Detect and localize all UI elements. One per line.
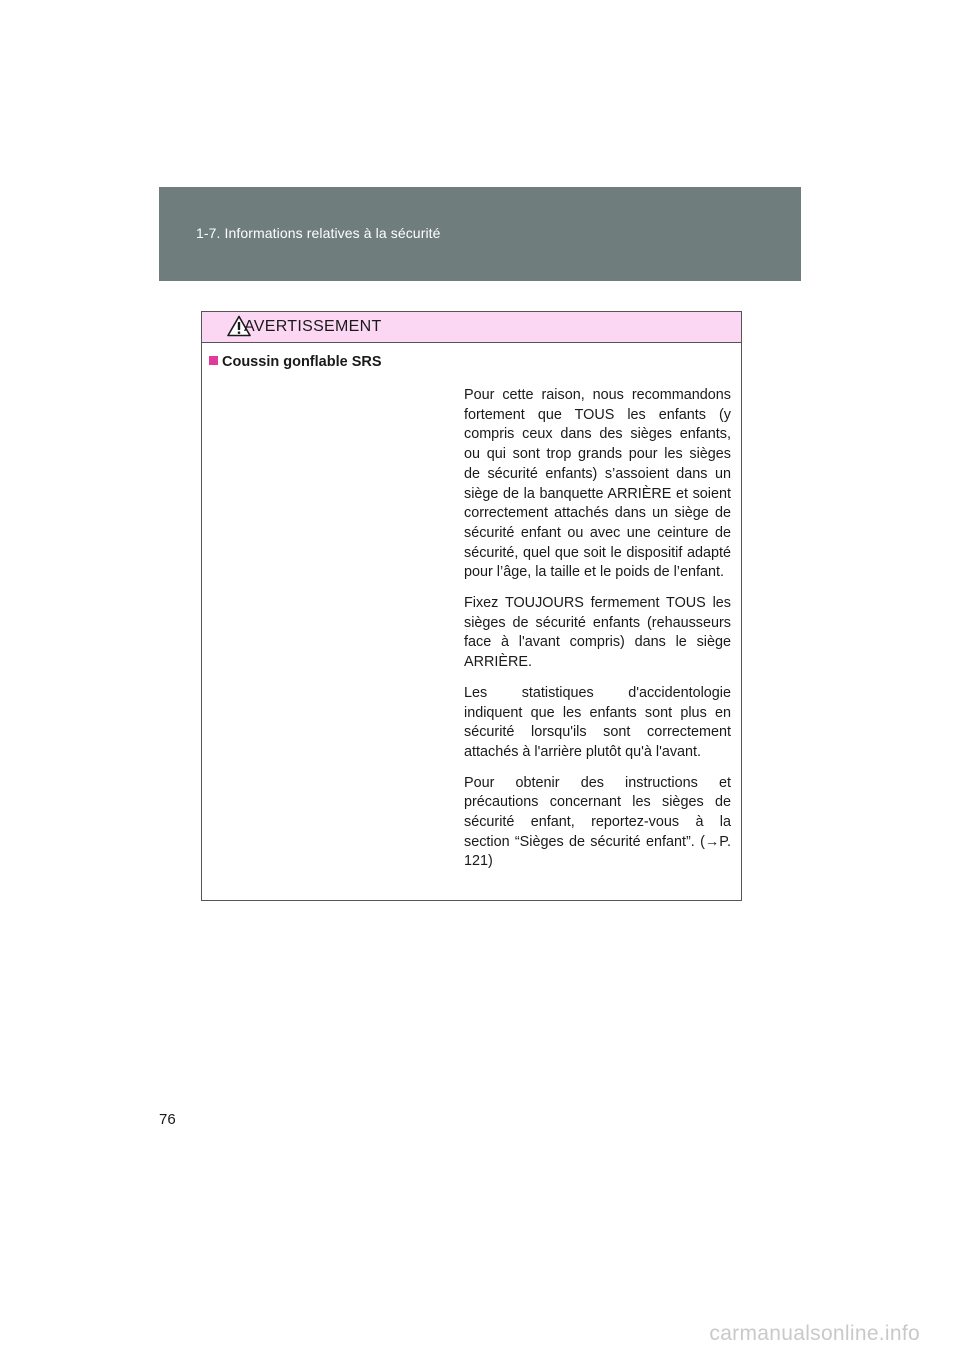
warning-paragraph: Fixez TOUJOURS fermement TOUS les sièges de sécurité enfants (rehausseurs face à l'avant compris) dans le siège ARRIÈRE. xyxy=(464,595,731,671)
warning-paragraph: Pour obtenir des instructions et précautions concernant les sièges de sécurité enfant, reportez-vous à la section “Sièges de sécurité enfant”. (→P. 121) xyxy=(464,774,731,870)
warning-header xyxy=(202,312,741,343)
bullet-square-icon xyxy=(209,356,218,365)
warning-box xyxy=(201,311,742,901)
warning-subheading-text: Coussin gonflable SRS xyxy=(222,354,382,370)
warning-title: AVERTISSEMENT xyxy=(244,318,382,335)
chapter-header-band xyxy=(159,187,801,281)
section-title: 1-7. Informations relatives à la sécurité xyxy=(196,225,441,241)
warning-content-column xyxy=(464,386,731,883)
watermark[interactable]: carmanualsonline.info xyxy=(709,1322,920,1345)
warning-subheading xyxy=(209,354,382,370)
page-number: 76 xyxy=(159,1111,176,1128)
warning-paragraph: Les statistiques d'accidentologie indiquent que les enfants sont plus en sécurité lorsqu'ils sont correctement attachés à l'arrière plutôt qu'à l'avant. xyxy=(464,684,731,760)
warning-paragraph: Pour cette raison, nous recommandons fortement que TOUS les enfants (y compris ceux dans des sièges enfants, ou qui sont trop grands pour les sièges de sécurité enfants) s’assoient dans un siège de la banquette ARRIÈRE et soient correctement attachés dans un siège de sécurité enfant ou avec une ceinture de sécurité, quel que soit le dispositif adapté pour l’âge, la taille et le poids de l’enfant. xyxy=(464,387,731,581)
